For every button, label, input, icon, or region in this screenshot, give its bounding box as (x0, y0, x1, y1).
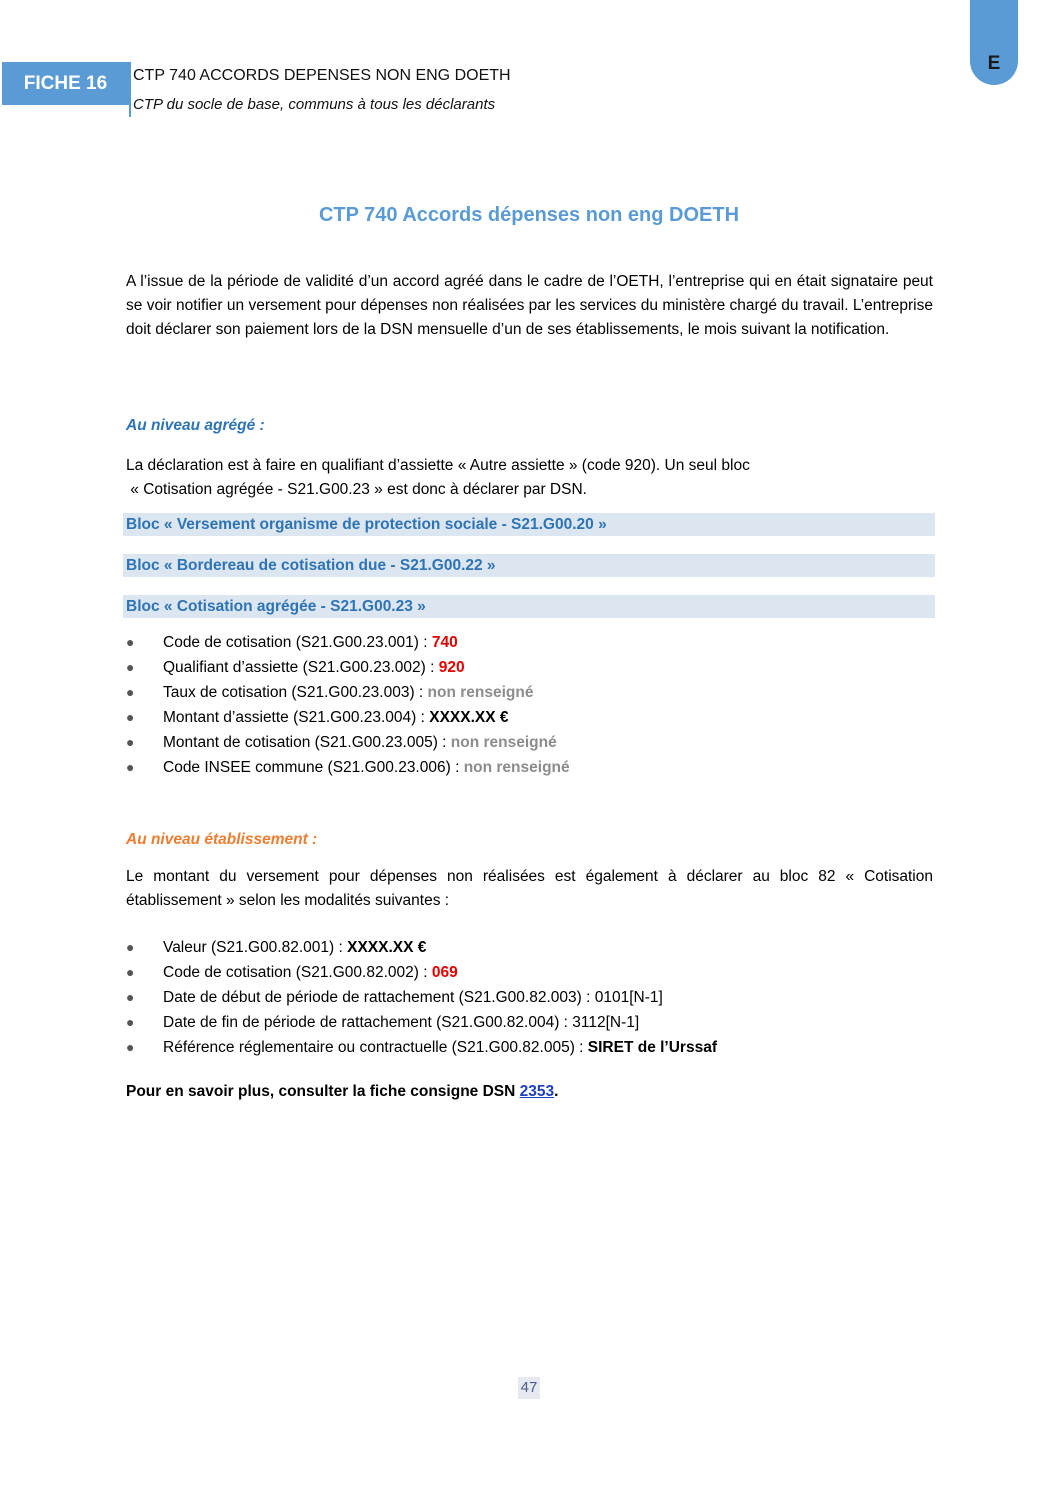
fiche-badge: FICHE 16 (2, 62, 129, 105)
bullet-icon: ● (126, 659, 135, 675)
list-item (126, 705, 570, 730)
bullet-icon: ● (126, 989, 135, 1005)
bullet-icon: ● (126, 759, 135, 775)
bullet-icon: ● (126, 1014, 135, 1030)
item-value: 920 (438, 659, 465, 676)
establishment-list (126, 935, 717, 1060)
item-value: 0101[N-1] (594, 989, 663, 1006)
establishment-text: Le montant du versement pour dépenses non réalisées est également à déclarer au bloc 82 « Cotisation établissement » selon les modalités suivantes : (126, 868, 933, 909)
list-item (126, 935, 717, 960)
bullet-icon: ● (126, 634, 135, 650)
aggregate-text-line2: « Cotisation agrégée - S21.G00.23 » est donc à déclarer par DSN. (126, 481, 587, 498)
item-label: Valeur (S21.G00.82.001) : (163, 939, 348, 956)
list-item (126, 985, 717, 1010)
item-label: Montant d’assiette (S21.G00.23.004) : (163, 709, 430, 726)
bullet-icon: ● (126, 734, 135, 750)
list-item (126, 630, 570, 655)
bullet-icon: ● (126, 964, 135, 980)
item-value: 3112[N-1] (572, 1014, 640, 1031)
item-label: Montant de cotisation (S21.G00.23.005) : (163, 734, 451, 751)
aggregate-list (126, 630, 570, 780)
footer-note-suffix: . (554, 1083, 559, 1100)
item-label: Date de début de période de rattachement (S21.G00.82.003) : (163, 989, 595, 1006)
footer-note (126, 1083, 558, 1101)
bloc-bordereau: Bloc « Bordereau de cotisation due - S21.G00.22 » (123, 554, 935, 577)
item-value: 069 (431, 964, 458, 981)
item-value: non renseigné (463, 759, 570, 776)
item-value: XXXX.XX € (429, 709, 509, 726)
list-item (126, 730, 570, 755)
establishment-heading: Au niveau établissement : (126, 831, 318, 848)
page-number: 47 (518, 1377, 540, 1399)
item-label: Code de cotisation (S21.G00.23.001) : (163, 634, 432, 651)
item-value: non renseigné (450, 734, 557, 751)
consigne-link[interactable]: 2353 (519, 1083, 555, 1100)
list-item (126, 1010, 717, 1035)
bullet-icon: ● (126, 939, 135, 955)
item-value: 740 (431, 634, 458, 651)
side-tab-label: E (987, 53, 1001, 74)
aggregate-heading: Au niveau agrégé : (126, 417, 265, 434)
side-tab (970, 0, 1018, 85)
list-item (126, 655, 570, 680)
intro-paragraph: A l’issue de la période de validité d’un accord agréé dans le cadre de l’OETH, l’entreprise qui en était signataire peut se voir notifier un versement pour dépenses non réalisées par les services du ministère chargé du travail. L’entreprise doit déclarer son paiement lors de la DSN mensuelle d’un de ses établissements, le mois suivant la notification. (126, 273, 933, 338)
fiche-subtitle: CTP du socle de base, communs à tous les déclarants (133, 96, 496, 113)
bullet-icon: ● (126, 709, 135, 725)
aggregate-text (126, 454, 933, 502)
item-label: Code de cotisation (S21.G00.82.002) : (163, 964, 432, 981)
item-label: Taux de cotisation (S21.G00.23.003) : (163, 684, 428, 701)
item-value: SIRET de l’Urssaf (587, 1039, 717, 1056)
footer-note-text: Pour en savoir plus, consulter la fiche consigne DSN (126, 1083, 520, 1100)
list-item (126, 1035, 717, 1060)
bullet-icon: ● (126, 1039, 135, 1055)
item-label: Référence réglementaire ou contractuelle (S21.G00.82.005) : (163, 1039, 588, 1056)
fiche-title: CTP 740 ACCORDS DEPENSES NON ENG DOETH (133, 67, 511, 84)
item-label: Qualifiant d’assiette (S21.G00.23.002) : (163, 659, 439, 676)
aggregate-text-line1: La déclaration est à faire en qualifiant d’assiette « Autre assiette » (code 920). Un seul bloc (126, 457, 750, 474)
item-value: XXXX.XX € (347, 939, 427, 956)
bloc-versement: Bloc « Versement organisme de protection sociale - S21.G00.20 » (123, 513, 935, 536)
item-value: non renseigné (427, 684, 534, 701)
page-title: CTP 740 Accords dépenses non eng DOETH (318, 204, 740, 226)
bullet-icon: ● (126, 684, 135, 700)
bloc-cotisation-agregee: Bloc « Cotisation agrégée - S21.G00.23 » (123, 595, 935, 618)
list-item (126, 960, 717, 985)
list-item (126, 755, 570, 780)
header-divider (129, 62, 131, 117)
item-label: Code INSEE commune (S21.G00.23.006) : (163, 759, 464, 776)
item-label: Date de fin de période de rattachement (S21.G00.82.004) : (163, 1014, 573, 1031)
list-item (126, 680, 570, 705)
